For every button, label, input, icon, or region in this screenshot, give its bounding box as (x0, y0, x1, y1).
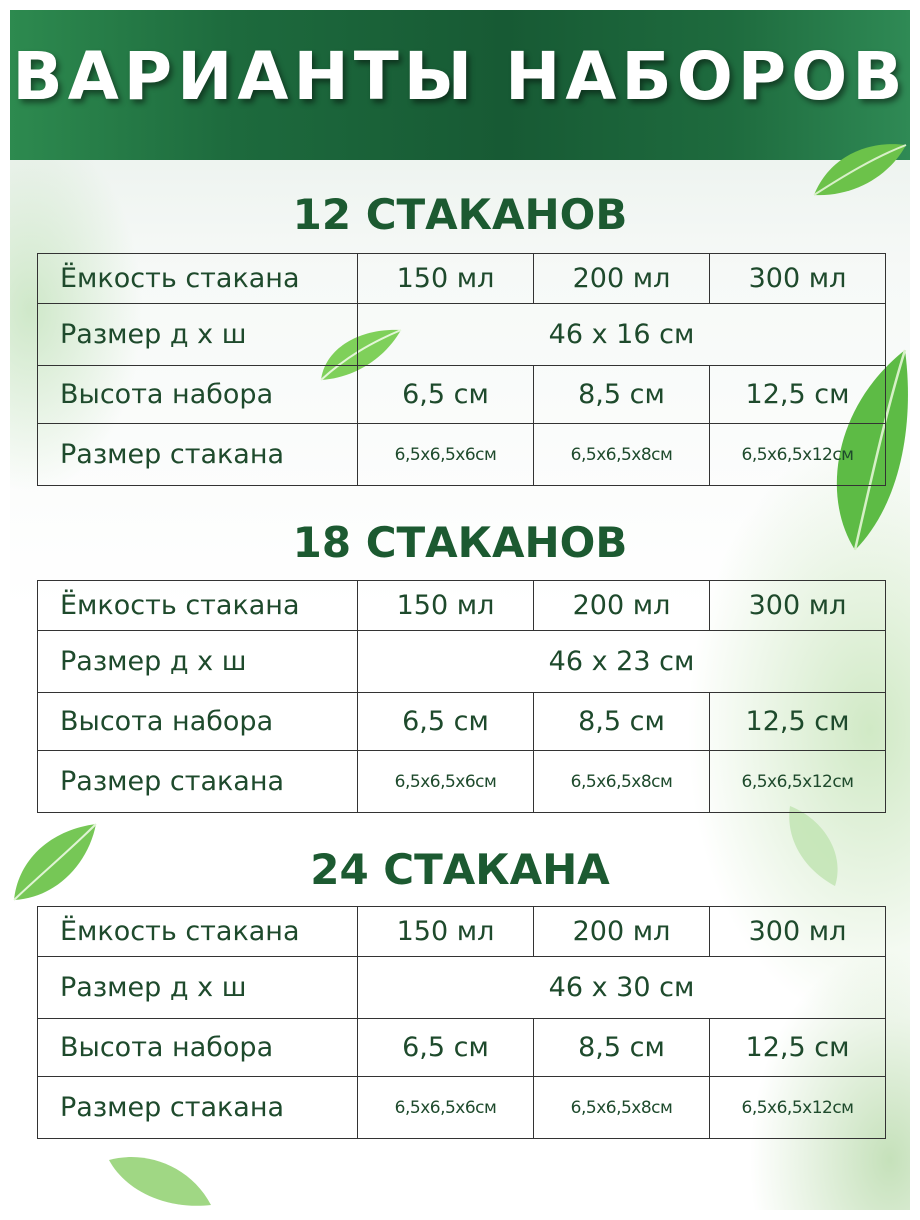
table-cell: 12,5 см (710, 1019, 886, 1077)
table-cell: 46 х 30 см (358, 957, 886, 1019)
table-cell: 200 мл (534, 581, 710, 631)
page-title: ВАРИАНТЫ НАБОРОВ (12, 38, 908, 115)
header-banner (10, 10, 910, 160)
row-label: Размер д х ш (38, 631, 358, 693)
table-row (38, 631, 886, 693)
table-row (38, 907, 886, 957)
table-cell: 150 мл (358, 581, 534, 631)
section-heading-12: 12 СТАКАНОВ (292, 190, 628, 239)
table-cell: 300 мл (710, 907, 886, 957)
table-row (38, 751, 886, 813)
table-cell: 6,5х6,5х6см (358, 1077, 534, 1139)
table-cell: 6,5х6,5х6см (358, 751, 534, 813)
section-heading-18: 18 СТАКАНОВ (292, 518, 628, 567)
table-row (38, 424, 886, 486)
table-row (38, 304, 886, 366)
table-cell: 150 мл (358, 254, 534, 304)
spec-table-12 (37, 253, 886, 486)
table-cell: 200 мл (534, 907, 710, 957)
row-label: Размер стакана (38, 751, 358, 813)
table-row (38, 1019, 886, 1077)
table-cell: 46 х 16 см (358, 304, 886, 366)
table-cell: 12,5 см (710, 366, 886, 424)
row-label: Размер д х ш (38, 957, 358, 1019)
table-cell: 6,5 см (358, 1019, 534, 1077)
table-cell: 6,5х6,5х8см (534, 1077, 710, 1139)
table-row (38, 366, 886, 424)
table-cell: 46 х 23 см (358, 631, 886, 693)
row-label: Высота набора (38, 693, 358, 751)
table-cell: 6,5х6,5х8см (534, 751, 710, 813)
table-cell: 6,5х6,5х8см (534, 424, 710, 486)
row-label: Ёмкость стакана (38, 581, 358, 631)
section-heading-24: 24 СТАКАНА (310, 845, 610, 894)
row-label: Размер д х ш (38, 304, 358, 366)
poster (10, 10, 910, 1210)
row-label: Размер стакана (38, 424, 358, 486)
table-row (38, 1077, 886, 1139)
table-row (38, 693, 886, 751)
table-cell: 8,5 см (534, 693, 710, 751)
row-label: Высота набора (38, 1019, 358, 1077)
table-row (38, 581, 886, 631)
row-label: Размер стакана (38, 1077, 358, 1139)
table-cell: 8,5 см (534, 366, 710, 424)
table-cell: 8,5 см (534, 1019, 710, 1077)
row-label: Высота набора (38, 366, 358, 424)
table-cell: 200 мл (534, 254, 710, 304)
table-cell: 6,5х6,5х12см (710, 424, 886, 486)
table-cell: 6,5 см (358, 693, 534, 751)
table-cell: 6,5х6,5х12см (710, 751, 886, 813)
spec-table-24 (37, 906, 886, 1139)
table-cell: 12,5 см (710, 693, 886, 751)
table-cell: 300 мл (710, 254, 886, 304)
table-row (38, 957, 886, 1019)
table-cell: 300 мл (710, 581, 886, 631)
table-row (38, 254, 886, 304)
spec-table-18 (37, 580, 886, 813)
table-cell: 6,5х6,5х12см (710, 1077, 886, 1139)
row-label: Ёмкость стакана (38, 254, 358, 304)
row-label: Ёмкость стакана (38, 907, 358, 957)
table-cell: 6,5х6,5х6см (358, 424, 534, 486)
table-cell: 150 мл (358, 907, 534, 957)
leaf-icon (105, 1150, 215, 1210)
table-cell: 6,5 см (358, 366, 534, 424)
